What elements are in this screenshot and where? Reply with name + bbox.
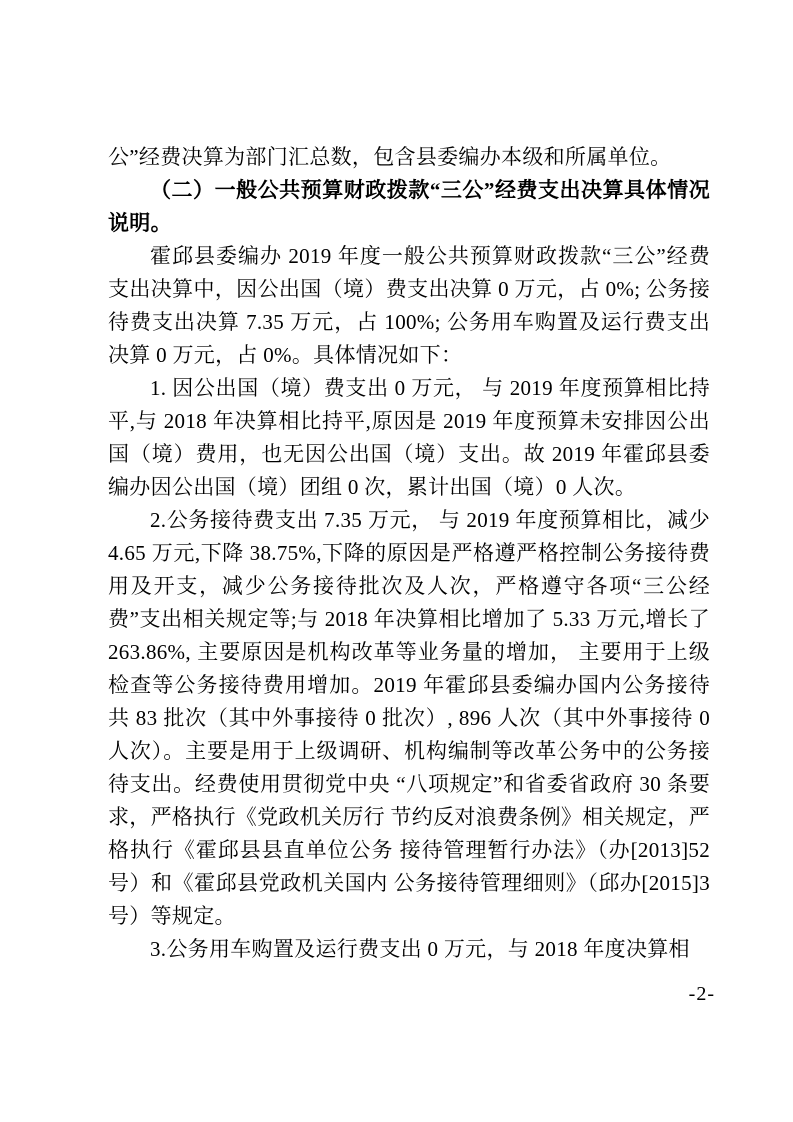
paragraph-continuation: 公”经费决算为部门汇总数，包含县委编办本级和所属单位。 — [108, 145, 672, 169]
paragraph-item-3: 3.公务用车购置及运行费支出 0 万元，与 2018 年度决算相 — [150, 937, 690, 961]
paragraph-overview: 霍邱县委编办 2019 年度一般公共预算财政拨款“三公”经费支出决算中，因公出国（境）费支出决算 0 万元，占 0%; 公务接待费支出决算 7.35 万元，占 100%; 公务用车购置及运行费支出决算 0 万元，占 0%。具体情况如下： — [108, 244, 710, 367]
page-number: -2- — [688, 983, 715, 1005]
paragraph-item-2: 2.公务接待费支出 7.35 万元， 与 2019 年度预算相比，减少 4.65 万元,下降 38.75%,下降的原因是严格遵严格控制公务接待费用及开支，减少公务接待批次及人次，严格遵守各项“三公经费”支出相关规定等;与 2018 年决算相比增加了 5.33 万元,增长了 263.86%, 主要原因是机构改革等业务量的增加， 主要用于上级检查等公务接待费用增加。2019 年霍邱县委编办国内公务接待共 83 批次（其中外事接待 0 批次）, 896 人次（其中外事接待 0 人次）。主要是用于上级调研、机构编制等改革公务中的公务接待支出。经费使用贯彻党中央 “八项规定”和省委省政府 30 条要求，严格执行《党政机关厉行 节约反对浪费条例》相关规定，严格执行《霍邱县县直单位公务 接待管理暂行办法》（办[2013]52号）和《霍邱县党政机关国内 公务接待管理细则》（邱办[2015]3号）等规定。 — [108, 508, 710, 928]
paragraph-item-1: 1. 因公出国（境）费支出 0 万元， 与 2019 年度预算相比持平,与 2018 年决算相比持平,原因是 2019 年度预算未安排因公出国（境）费用，也无因公出国（境）支出。故 2019 年霍邱县委编办因公出国（境）团组 0 次，累计出国（境）0 人次。 — [108, 376, 710, 499]
document-body — [108, 141, 710, 966]
section-heading: （二）一般公共预算财政拨款“三公”经费支出决算具体情况说明。 — [108, 178, 710, 235]
